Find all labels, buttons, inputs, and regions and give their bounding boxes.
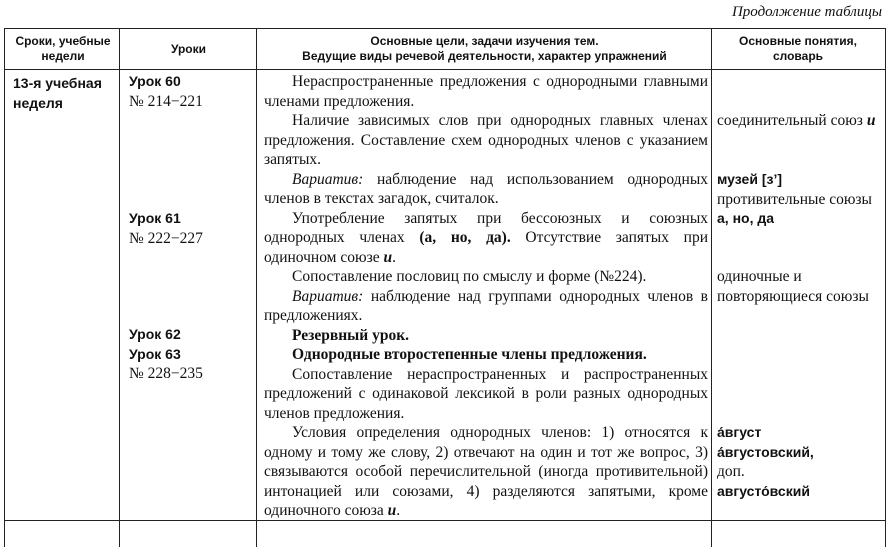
vocab-adversative: противительные союзы а, но, да [717, 190, 872, 226]
lesson-60 [129, 72, 253, 111]
header-col-dates-line1: Сроки, учебные [15, 34, 111, 48]
goal-paragraph: Вариатив: наблюдение над группами однородных членов в предложениях. [264, 287, 708, 324]
lesson-60-title: Урок 60 [129, 73, 181, 89]
header-col-lessons [121, 29, 256, 69]
lesson-62-63 [129, 325, 253, 384]
goal-paragraph: Условия определения однородных членов: 1) относятся к одному и тому же слову, 2) отвечают на один и тот же вопрос, 3) связываются особой перечислительной (иногда противительной) интонацией или союзами, 4) разделяются запятыми, кроме одиночного союза и. [264, 424, 708, 519]
goal-paragraph: Вариатив: наблюдение над использованием однородных членов в текстах загадок, считалок. [264, 170, 708, 207]
vocab-word-augustovsky: а́вгустовский, [717, 443, 814, 460]
lesson-63-title: Урок 63 [129, 345, 181, 362]
column-divider-2 [256, 29, 257, 547]
vocab-word-augustovsky-alt: августо́вский [717, 482, 810, 499]
header-col-goals-line2: Ведущие виды речевой деятельности, характер упражнений [302, 49, 667, 63]
header-col-vocab-line2: словарь [772, 49, 824, 63]
vocab-single-repeated: одиночные и повторяющиеся союзы [717, 268, 869, 305]
goal-paragraph: Употребление запятых при бессоюзных и союзных однородных членах (а, но, да). Отсутствие запятых при одиночном союзе и. [264, 209, 708, 266]
header-col-goals-line1: Основные цели, задачи изучения тем. [370, 34, 599, 48]
column-divider-3 [711, 29, 712, 547]
vocab-word-august: а́вгуст [717, 424, 762, 440]
goal-paragraph: Наличие зависимых слов при однородных главных членах предложения. Составление схем однородных членов с указанием запятых. [264, 112, 708, 168]
lesson-61-exercises: № 222−227 [129, 229, 203, 247]
lesson-62-title: Урок 62 [129, 326, 181, 342]
header-col-lessons-label: Уроки [170, 41, 207, 56]
lesson-60-exercises: № 214−221 [129, 92, 203, 110]
lesson-63-exercises: № 228−235 [129, 365, 203, 382]
header-col-vocab [713, 29, 883, 69]
vocab-word-museum: музей [з’] [717, 171, 783, 187]
header-col-dates-line2: недели [41, 49, 85, 63]
variative-label: Вариатив: [292, 170, 364, 188]
week-number: 13-я учебная [13, 75, 102, 91]
header-col-goals [258, 29, 711, 69]
vocab-conjunction: соединительный союз и [717, 112, 876, 129]
week-label [13, 74, 121, 113]
topic-heading: Однородные второстепенные члены предложения. [292, 346, 647, 363]
goal-paragraph: Сопоставление нераспространенных и распространенных предложений с одинаковой лексикой в роли разных однородных членов предложения. [264, 365, 708, 422]
lesson-61 [129, 209, 253, 248]
header-col-vocab-line1: Основные понятия, [739, 34, 857, 48]
goal-paragraph: Нераспространенные предложения с однородными главными членами предложения. [264, 73, 708, 110]
vocab-additional-label: доп. [717, 463, 745, 480]
header-divider [5, 69, 885, 70]
lesson-61-title: Урок 61 [129, 210, 181, 226]
lesson-plan-table [4, 28, 886, 547]
header-col-dates [7, 29, 119, 69]
vocab-block-2 [717, 170, 877, 229]
goal-paragraph: Сопоставление пословиц по смыслу и форме (№224). [292, 268, 647, 285]
variative-label: Вариатив: [292, 287, 364, 305]
week-unit: неделя [13, 94, 63, 111]
goals-block [264, 72, 708, 521]
continued-label: Продолжение таблицы [731, 4, 882, 20]
reserve-lesson: Резервный урок. [292, 326, 410, 344]
vocab-block-august [717, 423, 877, 501]
